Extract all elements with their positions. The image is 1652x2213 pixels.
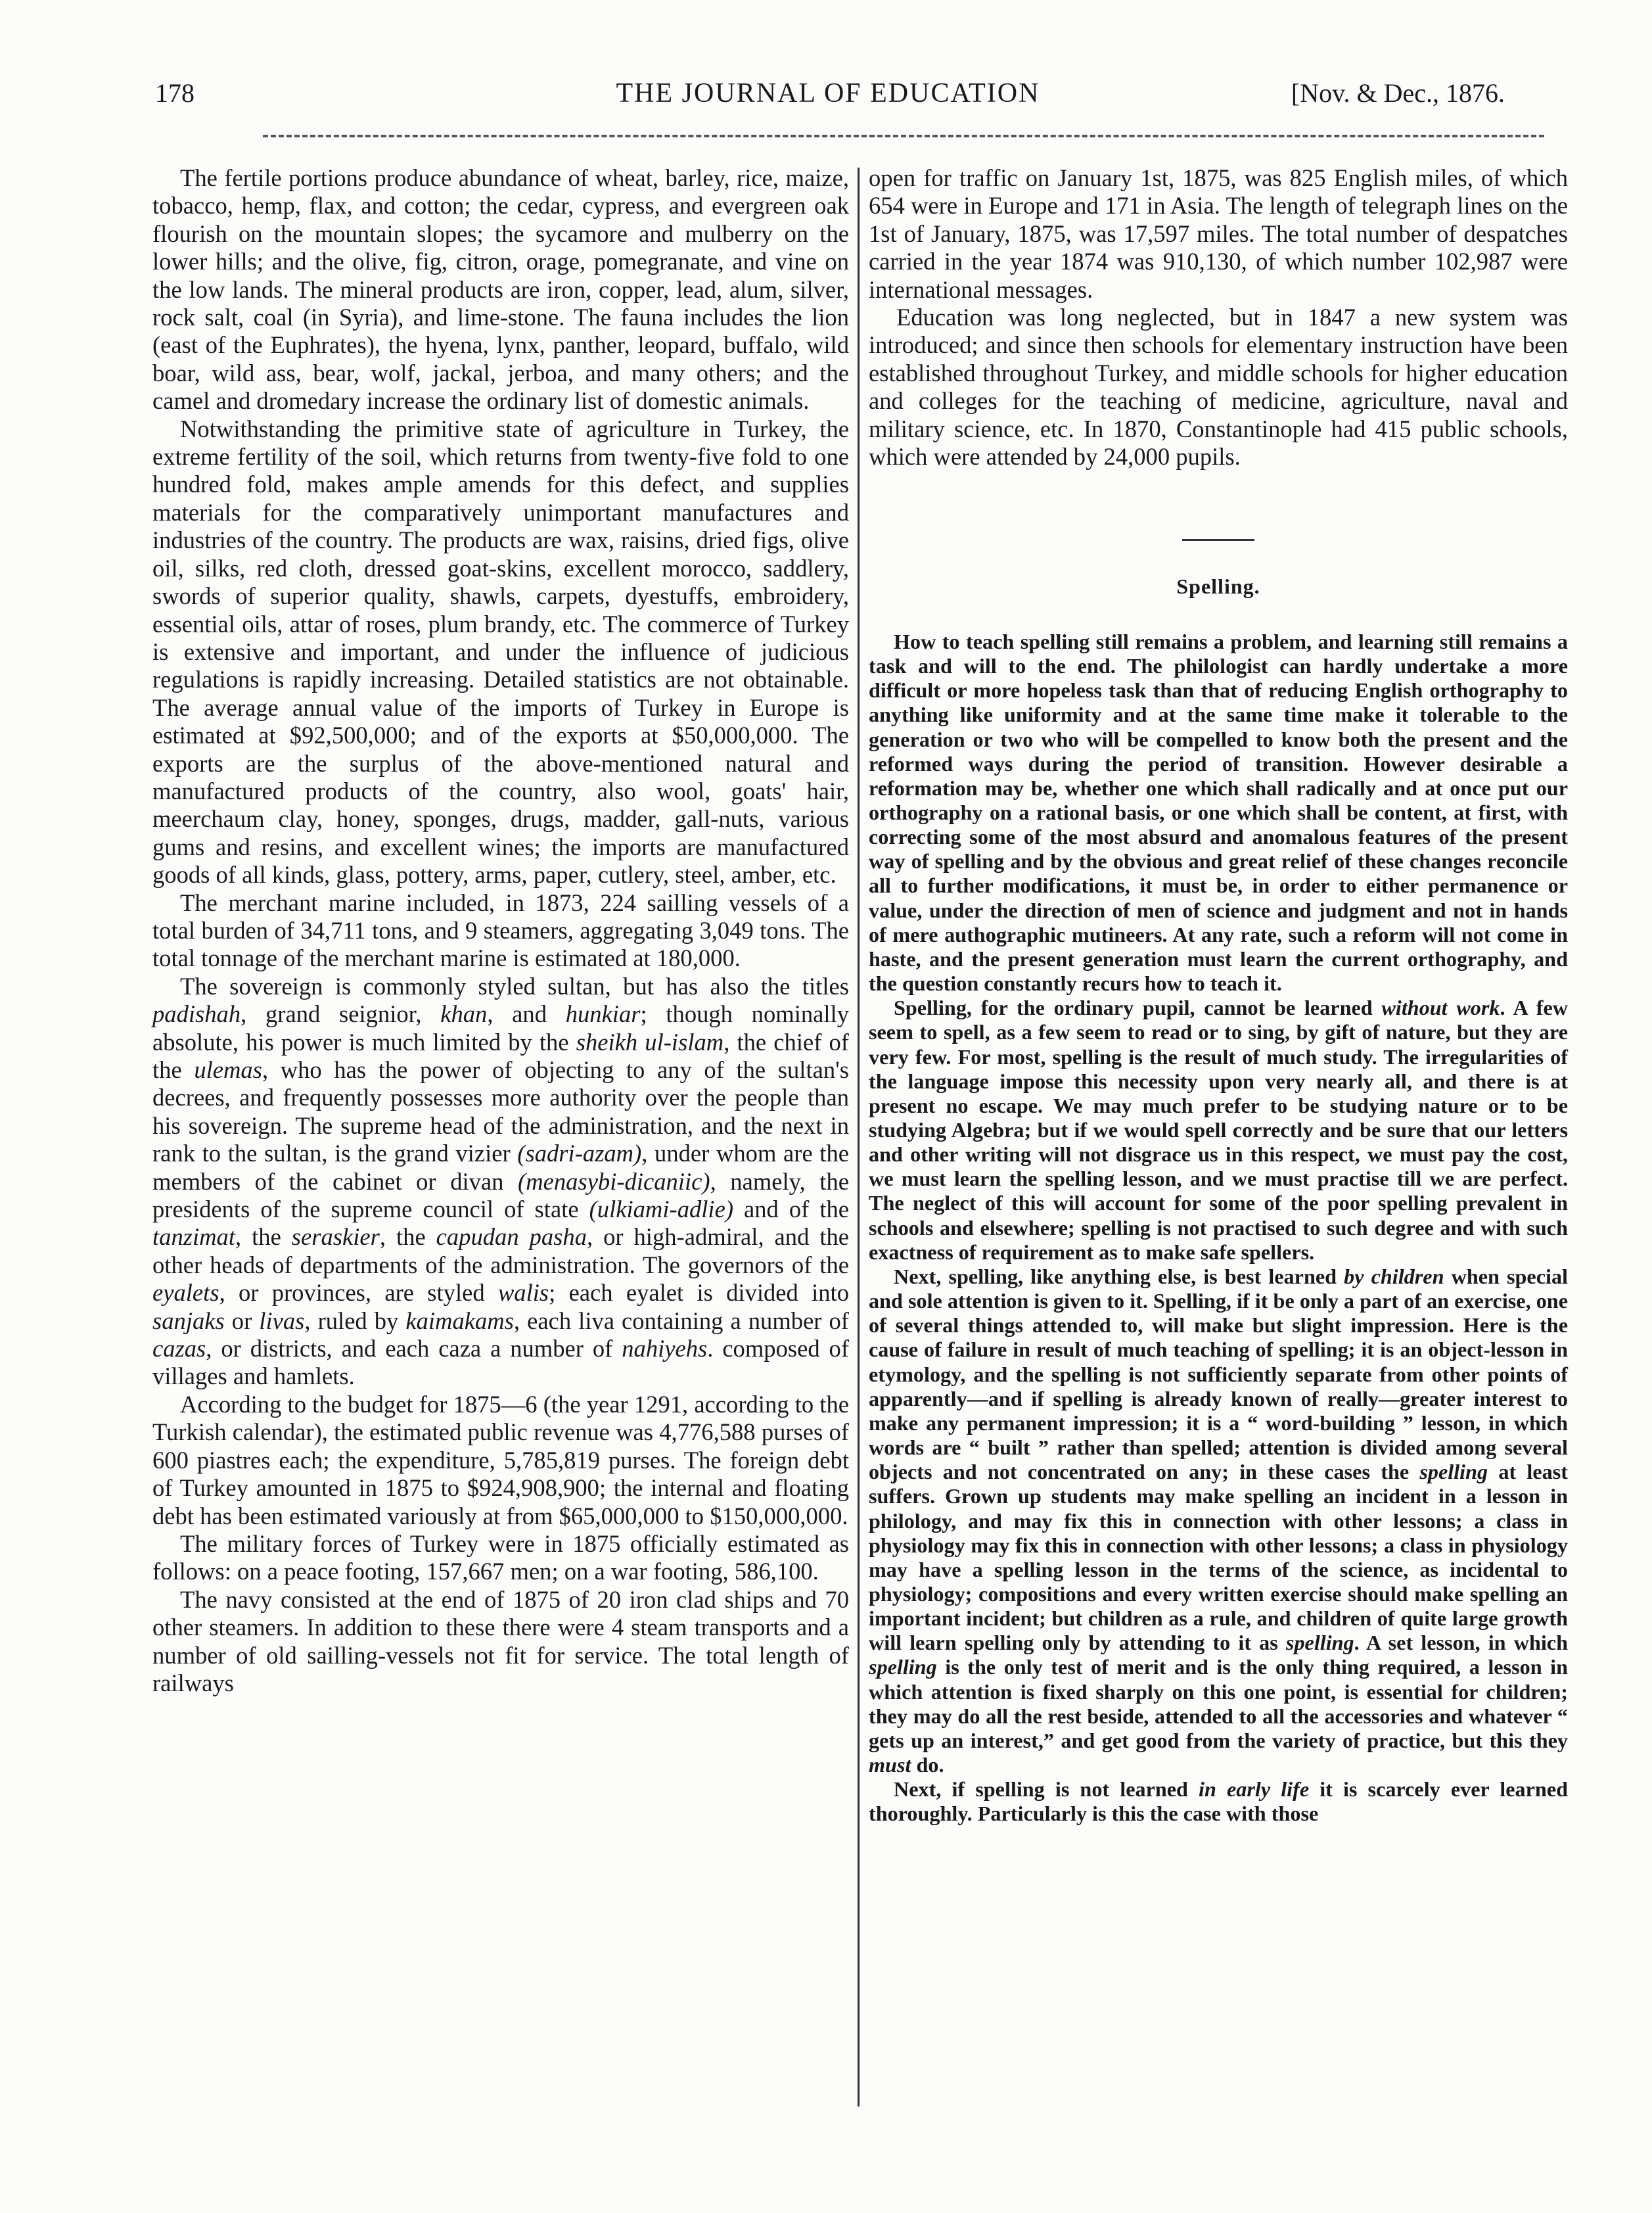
spelling-paragraph-3: Next, spelling, like anything else, is best learned by children when special and sole attention is given to it. Spelling, if it be only a part of an exercise, one of several things attended to, will make but slight impression. Here is the cause of failure in result of much teaching of spelling; it is an object-lesson in etymology, and the spelling is not sufficiently separate from other points of apparently—and if spelling is already known of really—greater interest to make any permanent impression; it is a “ word-building ” lesson, in which words are “ built ” rather than spelled; attention is divided among several objects and not concentrated on any; in these cases the spelling at least suffers. Grown up students may make spelling an incident in a lesson in philology, and may fix this in connection with other lessons; a class in physiology may fix this in connection with other lessons; a class in physiology may have a spelling lesson in the terms of the science, as incidental to physiology; compositions and every written exercise should make spelling an important incident; but children as a rule, and children of quite large growth will learn spelling only by attending to it as spelling. A set lesson, in which spelling is the only test of merit and is the only thing required, a lesson in which attention is fixed sharply on this one point, is essential for children; they may do all the rest beside, attended to all the accessories and whatever “ gets up an interest,” and get good from the variety of practice, but this they must do. <box>869 1264 1569 1777</box>
issue-date: [Nov. & Dec., 1876. <box>1291 78 1505 108</box>
paragraph-railways-telegraph: open for traffic on January 1st, 1875, was 825 English miles, of which 654 were in Europe and 171 in Asia. The length of telegraph lines on the 1st of January, 1875, was 17,597 miles. The total number of despatches carried in the year 1874 was 910,130, of which number 102,987 were international messages. <box>869 164 1568 303</box>
spelling-paragraph-1: How to teach spelling still remains a problem, and learning still remains a task and will to the end. The philologist can hardly undertake a more difficult or more hopeless task than that of reducing English orthography to anything like uniformity and at the same time make it tolerable to the generation or two who will be compelled to know both the present and the reformed ways during the period of transition. However desirable a reformation may be, whether one which shall radically and at once put our orthography on a rational basis, or one which shall be content, at first, with correcting some of the most absurd and anomalous features of the present way of spelling and by the obvious and great relief of these changes reconcile all to further modifications, it must be, in order to either permanence or value, under the direction of men of science and judgment and not in hands of mere authographic mutineers. At any rate, such a reform will not come in haste, and the present generation must learn the current orthography, and the question constantly recurs how to teach it. <box>869 629 1568 996</box>
spelling-paragraph-2: Spelling, for the ordinary pupil, cannot be learned without work. A few seem to spell, as a few seem to read or to sing, by gift of nature, but they are very few. For most, spelling is the result of much study. The irregularities of the language impose this necessity upon very nearly all, and there is at present no escape. We may much prefer to be studying nature or to be studying Algebra; but if we would spell correctly and be sure that our letters and other writing will not disgrace us in this respect, we must pay the cost, we must learn the spelling lesson, and we must practise till we are perfect. The neglect of this will account for some of the poor spelling prevalent in schools and elsewhere; spelling is not practised to such degree and with such exactness of requirement as to make safe spellers. <box>869 996 1568 1264</box>
journal-title: THE JOURNAL OF EDUCATION <box>616 78 1040 108</box>
column-divider <box>858 168 860 2107</box>
header-rule <box>263 135 1544 137</box>
spelling-paragraph-4: Next, if spelling is not learned in early life it is scarcely ever learned thoroughly. Particularly is this the case with those <box>869 1777 1569 1826</box>
paragraph-budget: According to the budget for 1875—6 (the year 1291, according to the Turkish calendar), the estimated public revenue was 4,776,588 purses of 600 piastres each; the expenditure, 5,785,819 purses. The foreign debt of Turkey amounted in 1875 to $924,908,900; the internal and floating debt has been estimated variously at from $65,000,000 to $150,000,000. <box>152 1390 849 1529</box>
left-column <box>152 164 849 1697</box>
paragraph-education: Education was long neglected, but in 1847 a new system was introduced; and since then schools for elementary instruction have been established throughout Turkey, and middle schools for higher education and colleges for the teaching of medicine, agriculture, naval and military science, etc. In 1870, Constantinople had 415 public schools, which were attended by 24,000 pupils. <box>869 304 1568 471</box>
paragraph-merchant-marine: The merchant marine included, in 1873, 224 sailling vessels of a total burden of 34,711 tons, and 9 steamers, aggregating 3,049 tons. The total tonnage of the merchant marine is estimated at 180,000. <box>152 889 849 972</box>
page-number: 178 <box>155 78 195 108</box>
running-header <box>151 78 1505 117</box>
paragraph-commerce: Notwithstanding the primitive state of agriculture in Turkey, the extreme fertility of the soil, which returns from twenty-five fold to one hundred fold, makes ample amends for this defect, and supplies materials for the comparatively unimportant manufactures and industries of the country. The products are wax, raisins, dried figs, olive oil, silks, red cloth, dressed goat-skins, excellent morocco, saddlery, swords of superior quality, shawls, carpets, dyestuffs, embroidery, essential oils, attar of roses, plum brandy, etc. The commerce of Turkey is extensive and important, and under the influence of judicious regulations is rapidly increasing. Detailed statistics are not obtainable. The average annual value of the imports of Turkey in Europe is estimated at $92,500,000; and of the exports at $50,000,000. The exports are the surplus of the above-mentioned natural and manufactured products of the country, also wool, goats' hair, meerchaum clay, honey, sponges, drugs, madder, gall-nuts, various gums and resins, and excellent wines; the imports are manufactured goods of all kinds, glass, pottery, arms, paper, cutlery, steel, amber, etc. <box>152 415 849 889</box>
paragraph-navy: The navy consisted at the end of 1875 of 20 iron clad ships and 70 other steamers. In addition to these there were 4 steam transports and a number of old sailling-vessels not fit for service. The total length of railways <box>152 1585 849 1696</box>
paragraph-natural-resources: The fertile portions produce abundance of wheat, barley, rice, maize, tobacco, hemp, flax, and cotton; the cedar, cypress, and evergreen oak flourish on the mountain slopes; the sycamore and mulberry on the lower hills; and the olive, fig, citron, orage, pomegranate, and vine on the low lands. The mineral products are iron, copper, lead, alum, silver, rock salt, coal (in Syria), and lime-stone. The fauna includes the lion (east of the Euphrates), the hyena, lynx, panther, leopard, buffalo, wild boar, wild ass, bear, wolf, jackal, jerboa, and many others; and the camel and dromedary increase the ordinary list of domestic animals. <box>152 164 849 415</box>
section-title: Spelling. <box>1176 574 1260 599</box>
paragraph-government: The sovereign is commonly styled sultan, but has also the titles padishah, grand seignior, khan, and hunkiar; though nominally absolute, his power is much limited by the sheikh ul-islam, the chief of the ulemas, who has the power of objecting to any of the sultan's decrees, and frequently possesses more authority over the people than his sovereign. The supreme head of the administration, and the next in rank to the sultan, is the grand vizier (sadri-azam), under whom are the members of the cabinet or divan (menasybi-dicaniic), namely, the presidents of the supreme council of state (ulkiami-adlie) and of the tanzimat, the seraskier, the capudan pasha, or high-admiral, and the other heads of departments of the administration. The governors of the eyalets, or provinces, are styled walis; each eyalet is divided into sanjaks or livas, ruled by kaimakams, each liva containing a number of cazas, or districts, and each caza a number of nahiyehs. composed of villages and hamlets. <box>152 972 850 1390</box>
spelling-article <box>869 630 1568 1827</box>
right-column <box>869 164 1568 1827</box>
section-rule <box>1182 539 1254 541</box>
paragraph-military: The military forces of Turkey were in 1875 officially estimated as follows: on a peace footing, 157,667 men; on a war footing, 586,100. <box>152 1529 849 1585</box>
